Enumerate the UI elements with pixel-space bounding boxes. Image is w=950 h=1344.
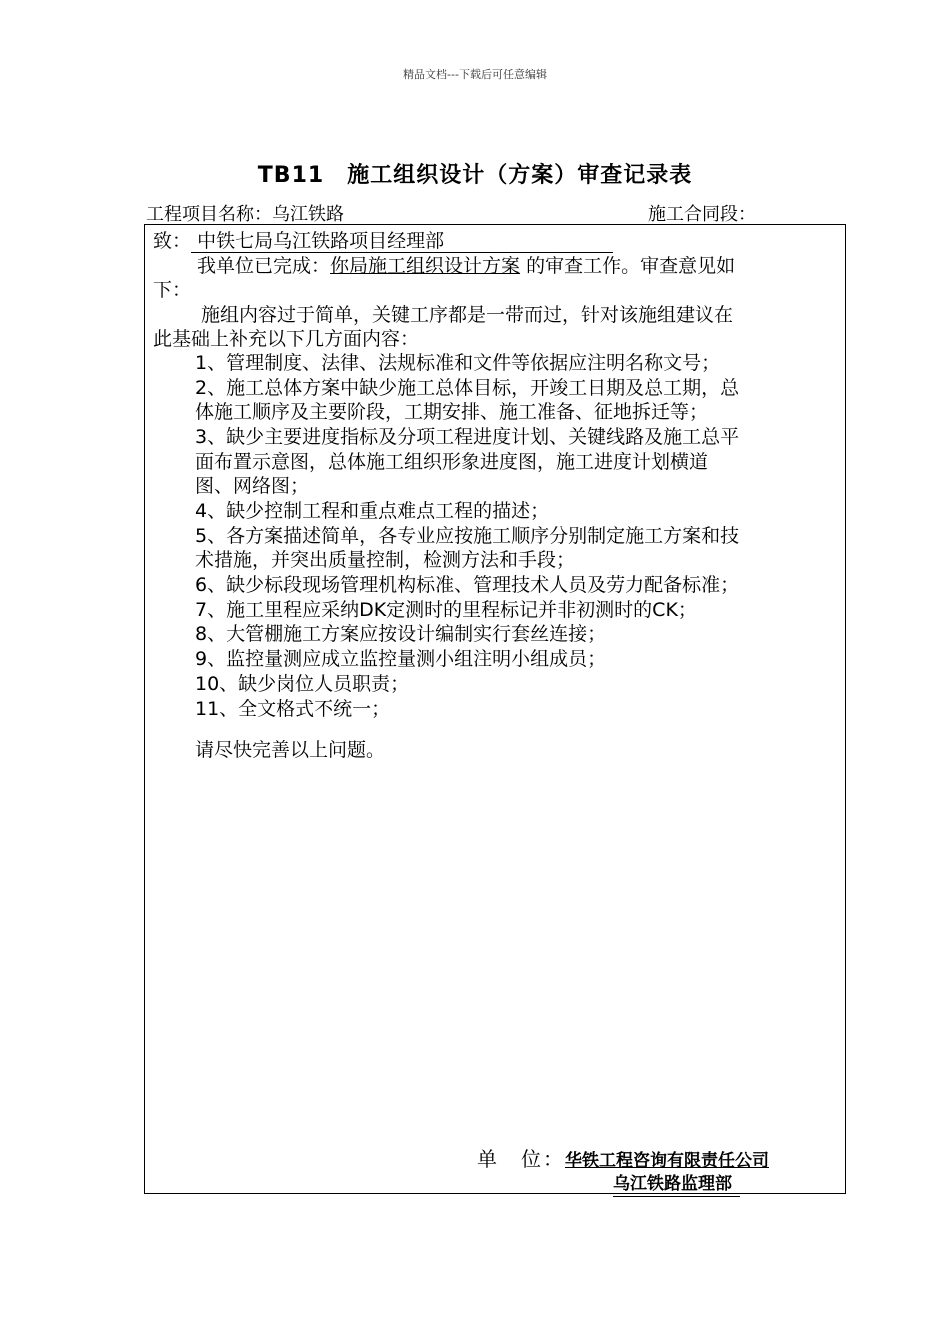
closing-remark: 请尽快完善以上问题。 — [195, 739, 386, 761]
intro-line-2: 此基础上补充以下几方面内容： — [153, 328, 420, 350]
page-header-note: 精品文档---下载后可任意编辑 — [403, 68, 547, 81]
list-item: 图、网络图； — [195, 475, 310, 497]
unit-label: 单 位： — [477, 1147, 565, 1171]
intro-line-1: 施组内容过于简单，关键工序都是一带而过，针对该施组建议在 — [201, 304, 734, 326]
to-row — [153, 229, 613, 253]
list-item: 5、各方案描述简单，各专业应按施工顺序分别制定施工方案和技 — [195, 525, 740, 547]
completed-prefix: 我单位已完成： — [197, 255, 331, 277]
to-label: 致： — [153, 230, 192, 252]
list-item: 9、监控量测应成立监控量测小组注明小组成员； — [195, 648, 607, 670]
list-item: 面布置示意图，总体施工组织形象进度图，施工进度计划横道 — [195, 451, 709, 473]
list-item: 2、施工总体方案中缺少施工总体目标，开竣工日期及总工期，总 — [195, 377, 740, 399]
review-record-box — [144, 224, 846, 1194]
unit-dept: 乌江铁路监理部 — [613, 1172, 740, 1197]
document-title: TB11 施工组织设计（方案）审查记录表 — [257, 163, 693, 188]
completed-subject: 你局施工组织设计方案 — [330, 255, 521, 277]
list-item: 术措施，并突出质量控制，检测方法和手段； — [195, 549, 576, 571]
list-item: 6、缺少标段现场管理机构标准、管理技术人员及劳力配备标准； — [195, 574, 740, 596]
list-item: 3、缺少主要进度指标及分项工程进度计划、关键线路及施工总平 — [195, 426, 740, 448]
list-item: 体施工顺序及主要阶段，工期安排、施工准备、征地拆迁等； — [195, 401, 709, 423]
completed-suffix: 的审查工作。审查意见如 — [526, 255, 736, 277]
to-recipient: 中铁七局乌江铁路项目经理部 — [197, 230, 445, 252]
list-item: 4、缺少控制工程和重点难点工程的描述； — [195, 500, 550, 522]
list-item: 1、管理制度、法律、法规标准和文件等依据应注明名称文号； — [195, 352, 721, 374]
unit-company: 华铁工程咨询有限责任公司 — [565, 1151, 769, 1171]
list-item: 10、缺少岗位人员职责； — [195, 673, 410, 695]
list-item: 11、全文格式不统一； — [195, 698, 391, 720]
completed-cont: 下： — [153, 279, 192, 301]
unit-dept-row — [613, 1171, 740, 1197]
completed-row — [197, 254, 735, 278]
unit-row — [477, 1147, 769, 1173]
project-name-label: 工程项目名称： — [146, 204, 272, 225]
contract-section-label: 施工合同段： — [648, 204, 756, 225]
list-item: 8、大管棚施工方案应按设计编制实行套丝连接； — [195, 623, 607, 645]
project-name-row — [146, 200, 344, 226]
project-name-value: 乌江铁路 — [272, 204, 344, 225]
list-item: 7、施工里程应采纳DK定测时的里程标记并非初测时的CK； — [195, 599, 697, 621]
